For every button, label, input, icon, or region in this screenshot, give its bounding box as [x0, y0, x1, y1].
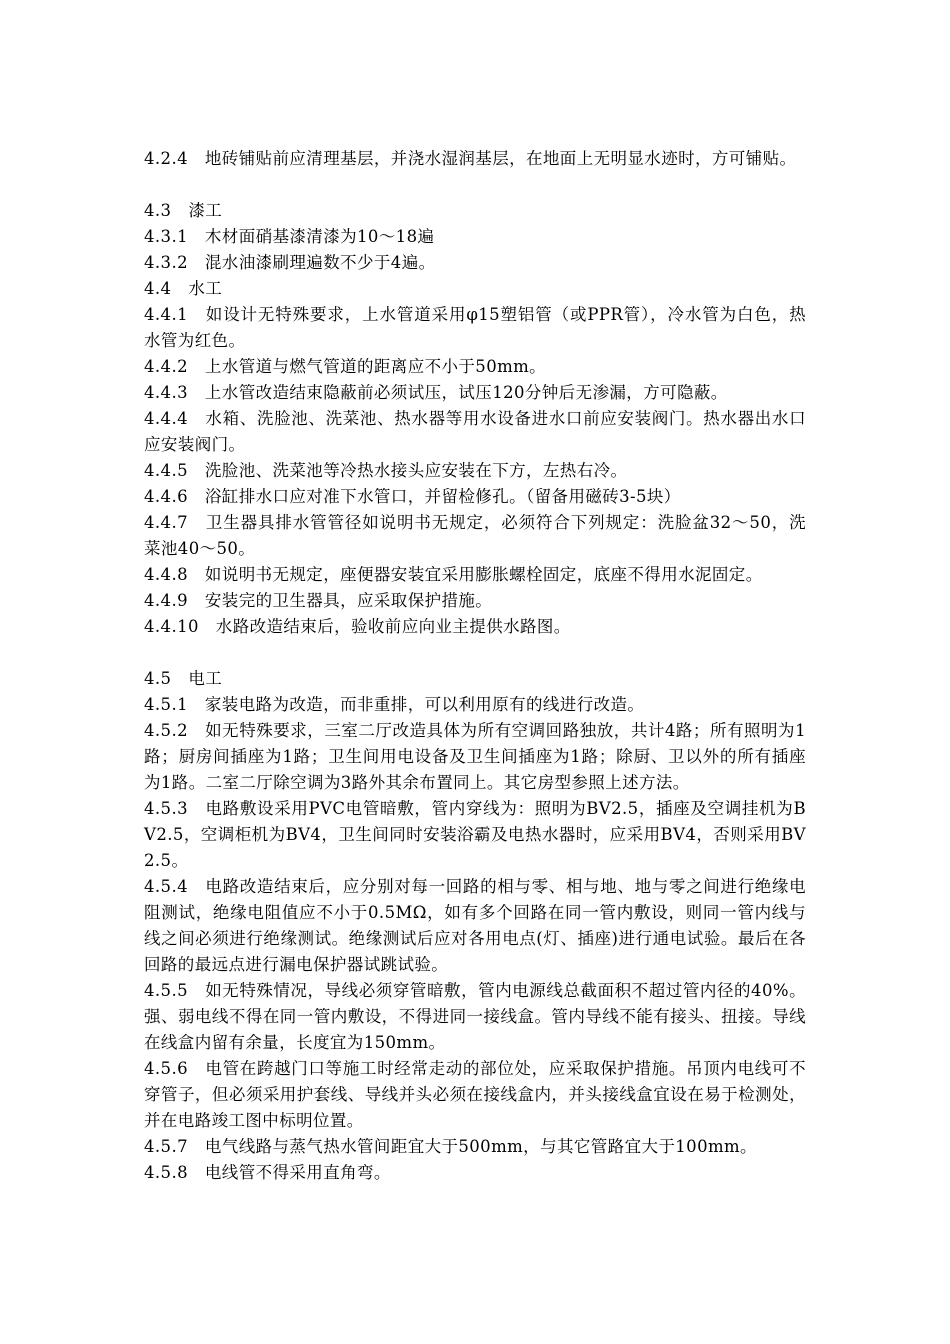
- clause-paragraph: [144, 146, 806, 172]
- clause-text: 如说明书无规定，座便器安装宜采用膨胀螺栓固定，底座不得用水泥固定。: [204, 565, 763, 584]
- clause-text: 电工: [188, 669, 223, 688]
- clause-number: 4.4.5: [144, 461, 188, 480]
- clause-text: 上水管改造结束隐蔽前必须试压，试压120分钟后无渗漏，方可隐蔽。: [204, 383, 728, 402]
- clause-text: 浴缸排水口应对准下水管口，并留检修孔。（留备用磁砖3-5块）: [204, 487, 681, 506]
- clause-paragraph: [144, 198, 806, 224]
- clause-paragraph: [144, 978, 806, 1056]
- clause-number: 4.5.8: [144, 1163, 188, 1182]
- clause-number: 4.4.3: [144, 383, 188, 402]
- clause-number: 4.4.9: [144, 591, 188, 610]
- clause-text: 混水油漆刷理遍数不少于4遍。: [204, 253, 436, 272]
- clause-paragraph: [144, 718, 806, 796]
- clause-paragraph: [144, 614, 806, 640]
- clause-paragraph: [144, 510, 806, 562]
- document-body: [144, 146, 806, 1186]
- blank-line: [144, 640, 806, 666]
- clause-number: 4.5.2: [144, 721, 188, 740]
- clause-text: 洗脸池、洗菜池等冷热水接头应安装在下方，左热右冷。: [204, 461, 628, 480]
- clause-number: 4.4.6: [144, 487, 188, 506]
- clause-paragraph: [144, 224, 806, 250]
- clause-number: 4.5.3: [144, 799, 188, 818]
- clause-paragraph: [144, 1134, 806, 1160]
- clause-paragraph: [144, 276, 806, 302]
- clause-number: 4.3.1: [144, 227, 188, 246]
- blank-line: [144, 172, 806, 198]
- clause-paragraph: [144, 796, 806, 874]
- clause-text: 水路改造结束后，验收前应向业主提供水路图。: [215, 617, 571, 636]
- clause-paragraph: [144, 1160, 806, 1186]
- clause-text: 如无特殊要求，三室二厅改造具体为所有空调回路独放，共计4路；所有照明为1路；厨房间插座为1路；卫生间用电设备及卫生间插座为1路；除厨、卫以外的所有插座为1路。二室二厅除空调为3路外其余布置同上。其它房型参照上述方法。: [144, 721, 806, 792]
- clause-number: 4.3.2: [144, 253, 188, 272]
- clause-number: 4.4.8: [144, 565, 188, 584]
- clause-paragraph: [144, 588, 806, 614]
- clause-paragraph: [144, 562, 806, 588]
- clause-paragraph: [144, 692, 806, 718]
- clause-paragraph: [144, 406, 806, 458]
- clause-text: 电线管不得采用直角弯。: [204, 1163, 391, 1182]
- clause-paragraph: [144, 484, 806, 510]
- clause-text: 电管在跨越门口等施工时经常走动的部位处，应采取保护措施。吊顶内电线可不穿管子，但必须采用护套线、导线并头必须在接线盒内，并头接线盒宜设在易于检测处，并在电路竣工图中标明位置。: [144, 1059, 806, 1130]
- clause-number: 4.3: [144, 201, 172, 220]
- clause-text: 安装完的卫生器具，应采取保护措施。: [204, 591, 493, 610]
- clause-number: 4.4.4: [144, 409, 188, 428]
- clause-text: 电气线路与蒸气热水管间距宜大于500mm，与其它管路宜大于100mm。: [204, 1137, 757, 1156]
- clause-paragraph: [144, 874, 806, 978]
- clause-paragraph: [144, 666, 806, 692]
- clause-number: 4.4.1: [144, 305, 188, 324]
- clause-text: 地砖铺贴前应清理基层，并浇水湿润基层，在地面上无明显水迹时，方可铺贴。: [204, 149, 797, 168]
- clause-paragraph: [144, 380, 806, 406]
- clause-text: 家装电路为改造，而非重排，可以利用原有的线进行改造。: [204, 695, 645, 714]
- clause-text: 卫生器具排水管管径如说明书无规定，必须符合下列规定：洗脸盆32～50，洗菜池40～50。: [144, 513, 806, 558]
- clause-number: 4.4.10: [144, 617, 199, 636]
- clause-number: 4.5.1: [144, 695, 188, 714]
- clause-number: 4.4.7: [144, 513, 188, 532]
- clause-paragraph: [144, 1056, 806, 1134]
- clause-text: 电路敷设采用PVC电管暗敷，管内穿线为：照明为BV2.5，插座及空调挂机为BV2.5，空调柜机为BV4，卫生间同时安装浴霸及电热水器时，应采用BV4，否则采用BV2.5。: [144, 799, 806, 870]
- clause-number: 4.5.4: [144, 877, 188, 896]
- clause-paragraph: [144, 302, 806, 354]
- clause-number: 4.4.2: [144, 357, 188, 376]
- clause-text: 上水管道与燃气管道的距离应不小于50mm。: [204, 357, 547, 376]
- clause-paragraph: [144, 250, 806, 276]
- clause-paragraph: [144, 354, 806, 380]
- clause-text: 电路改造结束后，应分别对每一回路的相与零、相与地、地与零之间进行绝缘电阻测试，绝缘电阻值应不小于0.5MΩ，如有多个回路在同一管内敷设，则同一管内线与线之间必须进行绝缘测试。绝缘测试后应对各用电点(灯、插座)进行通电试验。最后在各回路的最远点进行漏电保护器试跳试验。: [144, 877, 806, 974]
- clause-text: 木材面硝基漆清漆为10～18遍: [204, 227, 435, 246]
- clause-paragraph: [144, 458, 806, 484]
- clause-number: 4.5.5: [144, 981, 188, 1000]
- clause-text: 如无特殊情况，导线必须穿管暗敷，管内电源线总截面积不超过管内径的40%。强、弱电线不得在同一管内敷设，不得进同一接线盒。管内导线不能有接头、扭接。导线在线盒内留有余量，长度宜为150mm。: [144, 981, 806, 1052]
- clause-text: 漆工: [188, 201, 223, 220]
- clause-text: 水工: [188, 279, 223, 298]
- clause-number: 4.2.4: [144, 149, 188, 168]
- clause-number: 4.5: [144, 669, 172, 688]
- clause-number: 4.4: [144, 279, 172, 298]
- clause-text: 水箱、洗脸池、洗菜池、热水器等用水设备进水口前应安装阀门。热水器出水口应安装阀门。: [144, 409, 806, 454]
- clause-text: 如设计无特殊要求，上水管道采用φ15塑铝管（或PPR管），冷水管为白色，热水管为红色。: [144, 305, 806, 350]
- clause-number: 4.5.6: [144, 1059, 188, 1078]
- clause-number: 4.5.7: [144, 1137, 188, 1156]
